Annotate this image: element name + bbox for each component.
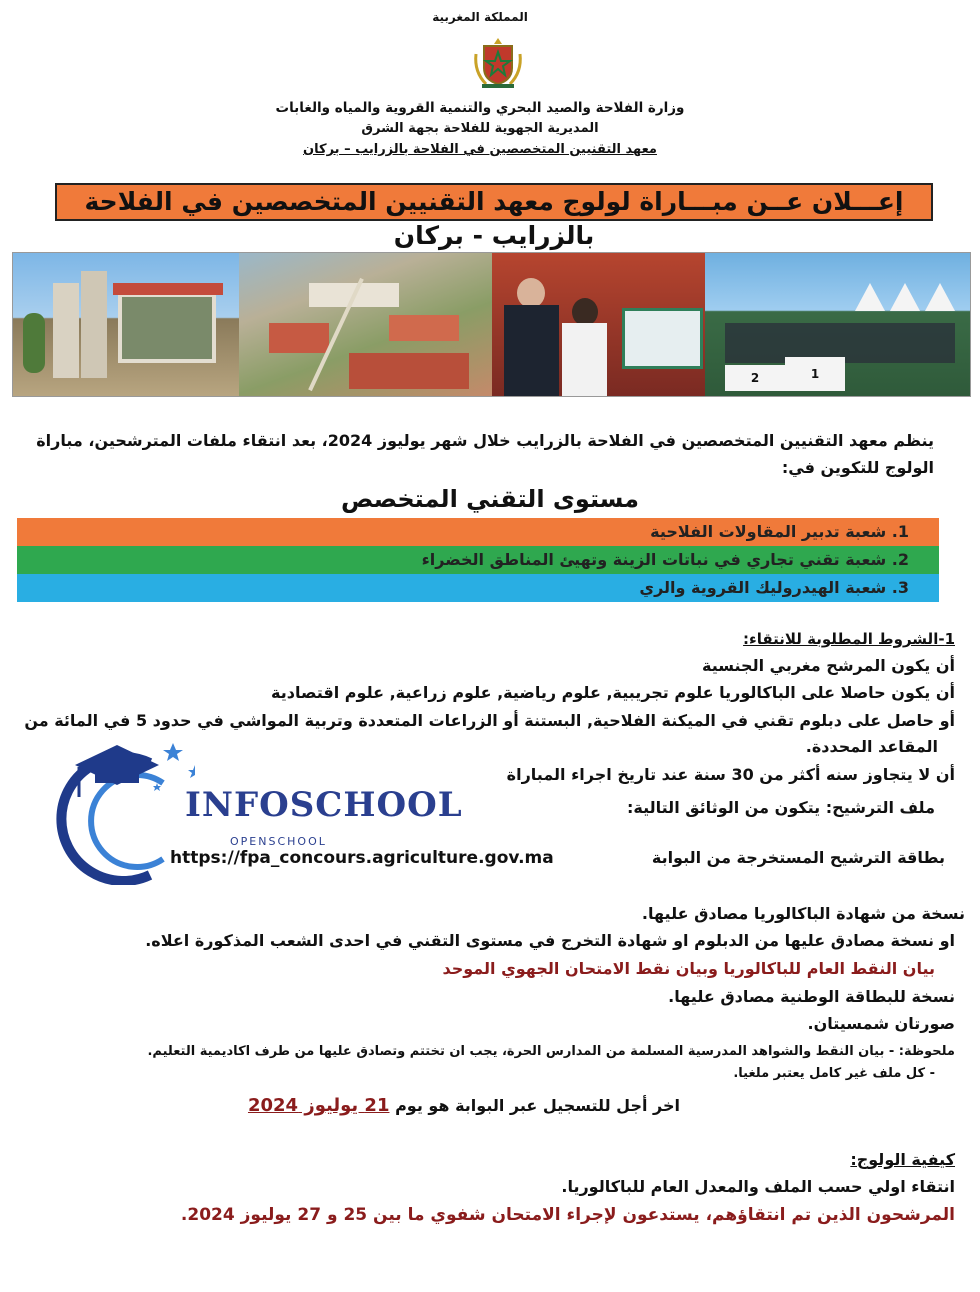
dossier-item: صورتان شمسيتان. <box>807 1014 955 1033</box>
intro-paragraph: ينظم معهد التقنيين المتخصصين في الفلاحة بالزرايب خلال شهر يوليوز 2024، بعد انتقاء ملفات المترشحين، مباراة الولوج للتكوين في: <box>36 431 934 477</box>
award-podium-photo <box>705 253 970 396</box>
track-2: 2. شعبة تقني تجاري في نباتات الزينة وتهيئ المناطق الخضراء <box>17 546 939 574</box>
graduation-cap-icon <box>55 735 195 885</box>
institute-name: معهد التقنيين المتخصصين في الفلاحة بالزرايب – بركان <box>303 142 657 157</box>
directorate-name: المديرية الجهوية للفلاحة بجهة الشرق <box>361 121 599 136</box>
access-title: كيفية الولوج: <box>850 1150 955 1169</box>
deadline-line <box>248 1095 680 1116</box>
kingdom-title: المملكة المغربية <box>432 10 528 24</box>
podium-first-number: 1 <box>785 357 845 391</box>
photo-strip <box>12 252 971 397</box>
ministry-name: وزارة الفلاحة والصيد البحري والتنمية القروية والمياه والغابات <box>275 100 685 116</box>
officials-visit-photo <box>492 253 705 396</box>
dossier-item: نسخة من شهادة الباكالوريا مصادق عليها. <box>641 904 965 923</box>
watermark-tagline: OPENSCHOOL <box>230 835 327 848</box>
deadline-date: 21 يوليوز 2024 <box>247 1095 390 1116</box>
access-item: المرشحون الذين تم انتقاؤهم، يستدعون لإجراء الامتحان شفوي ما بين 25 و 27 يوليوز 2024. <box>180 1205 955 1225</box>
campus-aerial-photo <box>239 253 492 396</box>
deadline-text: اخر أجل للتسجيل عبر البوابة هو يوم <box>395 1096 680 1115</box>
watermark-name: INFOSCHOOL <box>185 785 463 825</box>
dossier-item: بيان النقط العام للباكالوريا وبيان نقط الامتحان الجهوي الموحد <box>442 959 935 978</box>
note-1: ملحوظة: - بيان النقط والشواهد المدرسية المسلمة من المدارس الحرة، يجب ان تختتم وتصادق عليها من طرف اكاديمية التعليم. <box>147 1044 955 1059</box>
conditions-title: 1-الشروط المطلوبة للانتقاء: <box>743 630 955 648</box>
portal-text: بطاقة الترشيح المستخرجة من البوابة <box>651 848 945 867</box>
dossier-title: ملف الترشيح: يتكون من الوثائق التالية: <box>627 798 935 817</box>
condition-item: أو حاصل على دبلوم تقني في الميكنة الفلاحية, البستنة أو الزراعات المتعددة وتربية المواشي في حدود 5 في المائة من <box>24 711 955 730</box>
track-1: 1. شعبة تدبير المقاولات الفلاحية <box>17 518 939 546</box>
podium-second-number: 2 <box>725 365 785 391</box>
condition-item: أن يكون حاصلا على الباكالوريا علوم تجريبية, علوم رياضية, علوم زراعية, علوم اقتصادية <box>271 683 955 702</box>
condition-item: المقاعد المحددة. <box>805 737 938 756</box>
portal-url-link[interactable]: https://fpa_concours.agriculture.gov.ma <box>170 848 554 868</box>
condition-item: أن يكون المرشح مغربي الجنسية <box>701 656 955 675</box>
institute-gate-photo <box>13 253 239 396</box>
dossier-item: او نسخة مصادق عليها من الدبلوم او شهادة التخرج في مستوى التقني في احدى الشعب المذكورة اعلاه. <box>145 931 955 950</box>
note-2: - كل ملف غير كامل يعتبر ملغيا. <box>733 1066 935 1081</box>
track-3: 3. شعبة الهيدروليك القروية والري <box>17 574 939 602</box>
coat-of-arms-icon <box>472 34 524 90</box>
condition-item: أن لا يتجاوز سنه أكثر من 30 سنة عند تاريخ اجراء المباراة <box>506 765 955 784</box>
access-item: انتقاء اولي حسب الملف والمعدل العام للباكالوريا. <box>561 1177 955 1196</box>
announcement-banner: إعـــلان عــن مبـــاراة لولوج معهد التقنيين المتخصصين في الفلاحة بالزرايب - بركان <box>55 183 933 221</box>
level-title: مستوى التقني المتخصص <box>340 485 640 513</box>
infoschool-watermark <box>55 735 463 885</box>
dossier-item: نسخة للبطاقة الوطنية مصادق عليها. <box>668 987 955 1006</box>
